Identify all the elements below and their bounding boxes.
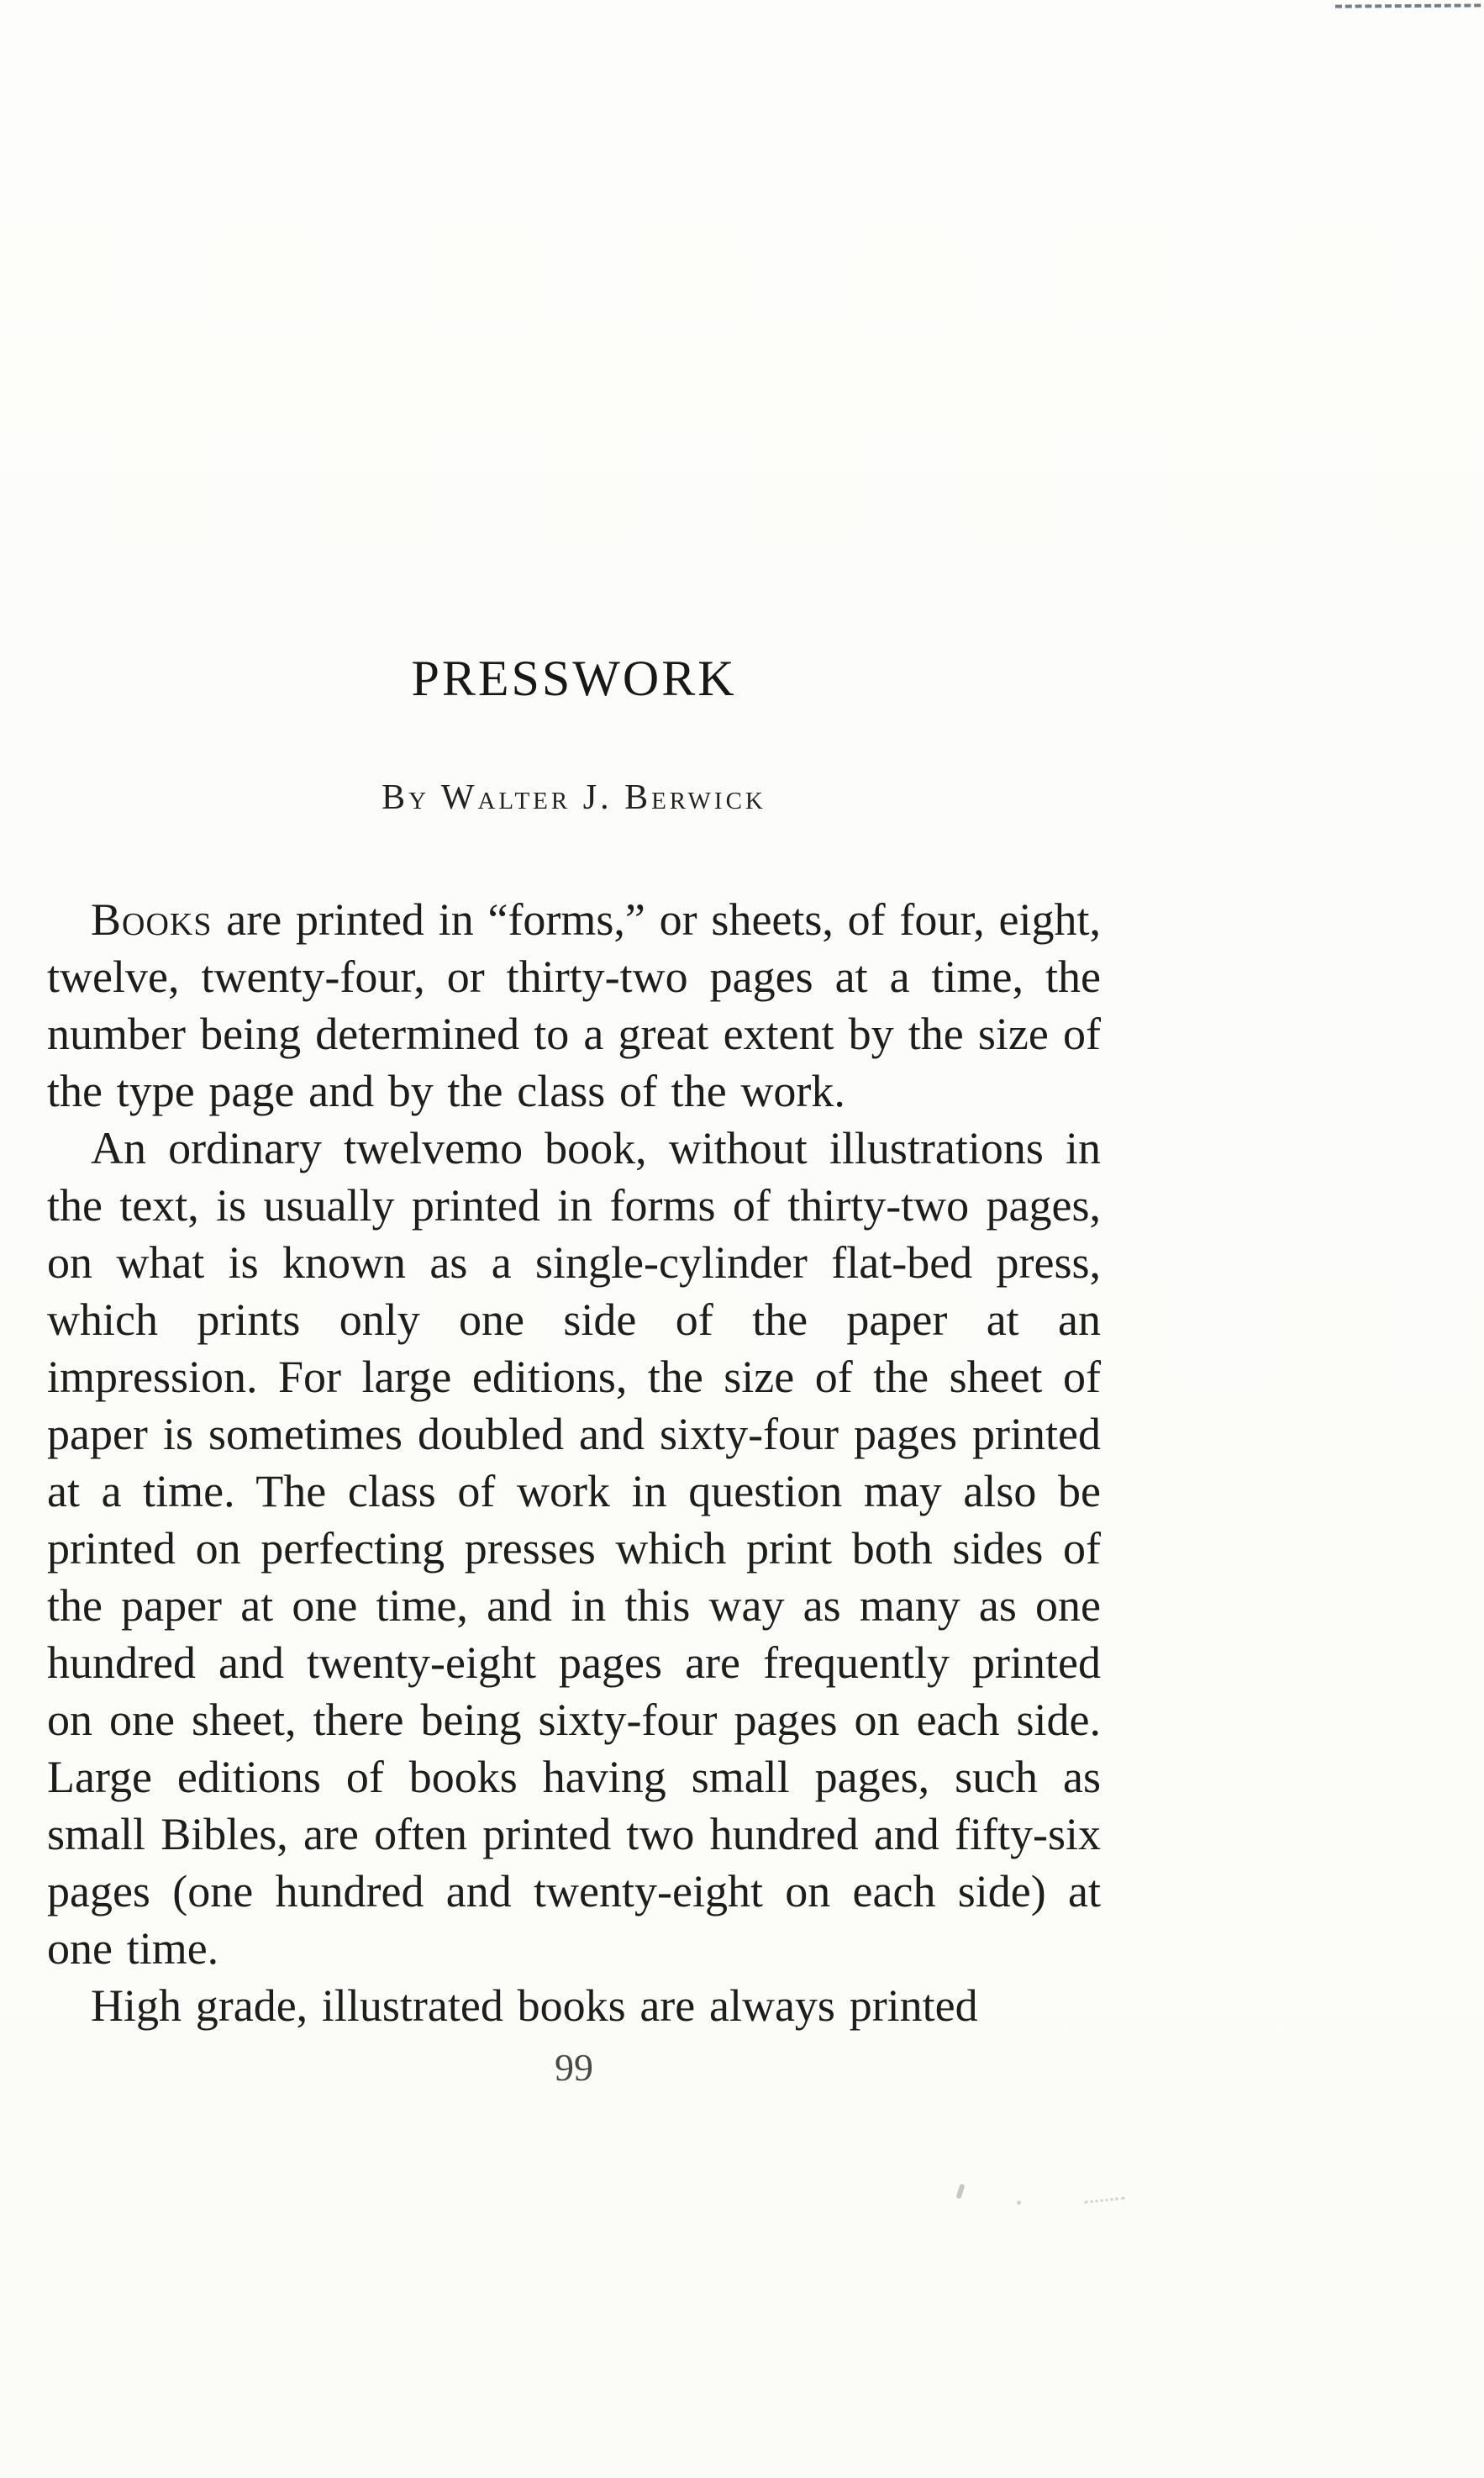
- byline: By Walter J. Berwick: [382, 778, 766, 817]
- smudge-mark: [1083, 2189, 1124, 2204]
- text-block: [47, 649, 1101, 2090]
- paragraph-3: High grade, illustrated books are always printed: [91, 1980, 978, 2031]
- scan-artifact-smudge: [958, 2179, 1134, 2226]
- paragraph-2: An ordinary twelvemo book, without illustrations in the text, is usually printed in forms of thirty-two pages, on what is known as a single-cylinder flat-bed press, which prints only one side of the paper at an impression. For large editions, the size of the sheet of paper is sometimes doubled and sixty-four pages printed at a time. The class of work in question may also be printed on perfecting presses which print both sides of the paper at one time, and in this way as many as one hundred and twenty-eight pages are frequently printed on one sheet, there being sixty-four pages on each side. Large editions of books having small pages, such as small Bibles, are often printed two hundred and fifty-six pages (one hundred and twenty-eight on each side) at one time.: [47, 1123, 1101, 1974]
- paragraph-1: [47, 891, 1101, 1120]
- smudge-mark: [955, 2184, 965, 2200]
- page-number: 99: [555, 2046, 593, 2089]
- page-title: PRESSWORK: [411, 651, 737, 706]
- smudge-mark: [1017, 2201, 1021, 2205]
- scan-artifact-dashed-line: [1335, 3, 1484, 8]
- paragraph-1-text: are printed in “forms,” or sheets, of four, eight, twelve, twenty-four, or thirty-two pages at a time, the number being determined to a great extent by the size of the type page and by the class of the work.: [47, 894, 1101, 1116]
- body-text: [47, 891, 1101, 2034]
- paragraph-1-lead-word: Books: [91, 894, 213, 945]
